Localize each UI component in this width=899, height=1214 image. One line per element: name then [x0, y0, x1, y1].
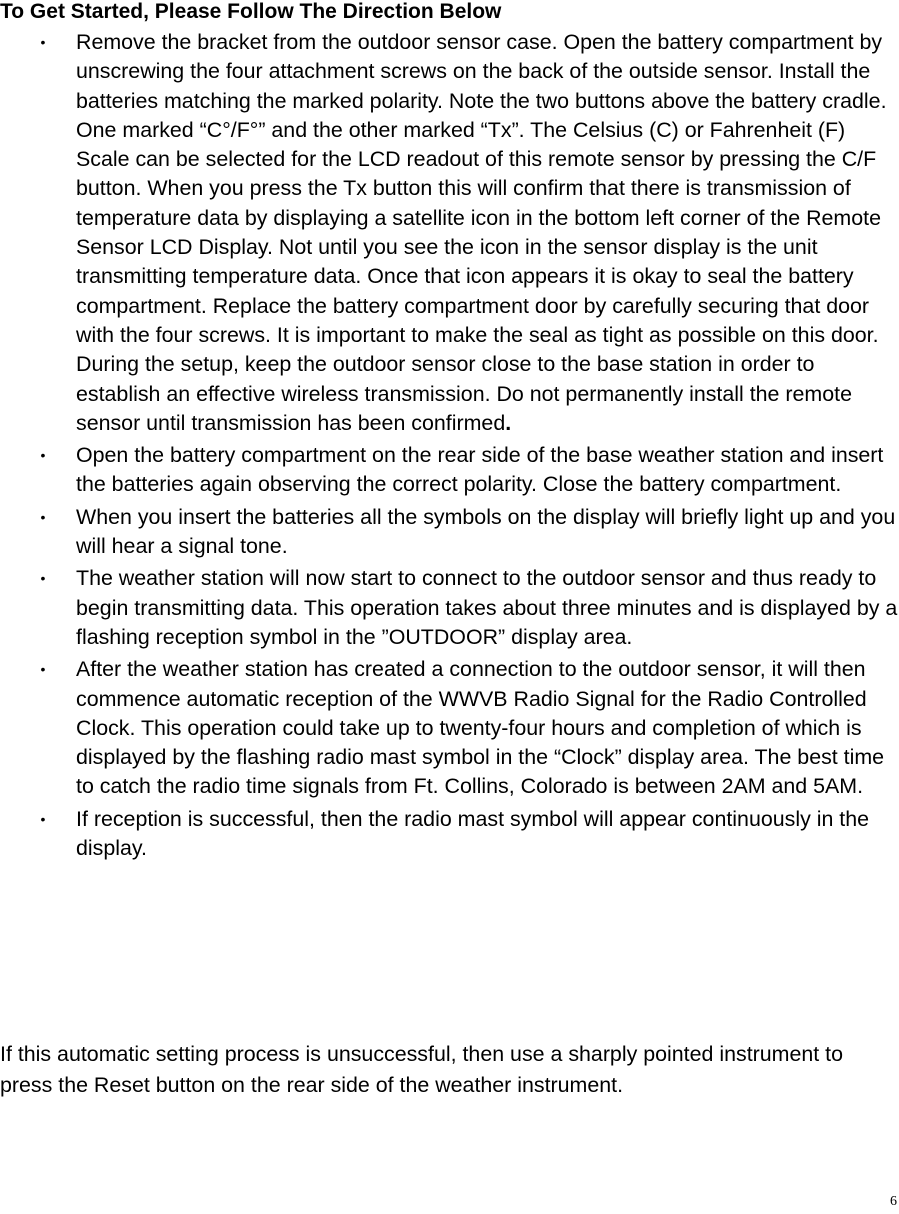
setup-steps-list	[0, 28, 899, 866]
setup-step-symbols-light-up	[0, 503, 899, 562]
bullet-icon: •	[40, 34, 46, 50]
setup-step-connect-outdoor-sensor	[0, 564, 899, 652]
step-text: Open the battery compartment on the rear side of the base weather station and insert the batteries again observing the correct polarity. Close the battery compartment.	[76, 443, 884, 497]
reset-instruction-paragraph: If this automatic setting process is unsuccessful, then use a sharply pointed instrument to press the Reset button on the rear side of the weather instrument.	[0, 1042, 843, 1097]
step-text: Remove the bracket from the outdoor sensor case. Open the battery compartment by unscrewing the four attachment screws on the back of the outside sensor. Install the batteries matching the marked polarity. Note the two buttons above the battery cradle. One marked “C°/F°” and the other marked “Tx”. The Celsius (C) or Fahrenheit (F) Scale can be selected for the LCD readout of this remote sensor by pressing the C/F button. When you press the Tx button this will confirm that there is transmission of temperature data by displaying a satellite icon in the bottom left corner of the Remote Sensor LCD Display. Not until you see the icon in the sensor display is the unit transmitting temperature data. Once that icon appears it is okay to seal the battery compartment. Replace the battery compartment door by carefully securing that door with the four screws. It is important to make the seal as tight as possible on this door. During the setup, keep the outdoor sensor close to the base station in order to establish an effective wireless transmission. Do not permanently install the remote sensor until transmission has been confirmed	[76, 30, 887, 435]
page-heading: To Get Started, Please Follow The Direction Below	[0, 0, 502, 23]
bullet-icon: •	[40, 447, 46, 464]
bullet-icon: •	[40, 570, 46, 587]
bullet-icon: •	[40, 661, 46, 678]
step-text: If reception is successful, then the radio mast symbol will appear continuously in the display.	[76, 806, 870, 861]
step-text: The weather station will now start to connect to the outdoor sensor and thus ready to begin transmitting data. This operation takes about three minutes and is displayed by a flashing reception symbol in the ”OUTDOOR” display area.	[76, 566, 898, 649]
step-text: When you insert the batteries all the symbols on the display will briefly light up and you will hear a signal tone.	[76, 504, 896, 559]
bullet-icon: •	[40, 508, 46, 525]
page-number: 6	[890, 1194, 897, 1209]
setup-step-reception-successful	[0, 805, 899, 864]
bullet-icon: •	[40, 810, 46, 827]
setup-step-install-base-batteries	[0, 441, 899, 500]
setup-step-radio-signal-reception	[0, 655, 899, 801]
setup-step-install-sensor-batteries	[0, 28, 899, 438]
step-text: After the weather station has created a connection to the outdoor sensor, it will then commence automatic reception of the WWVB Radio Signal for the Radio Controlled Clock. This operation could take up to twenty-four hours and completion of which is displayed by the flashing radio mast symbol in the “Clock” display area. The best time to catch the radio time signals from Ft. Collins, Colorado is between 2AM and 5AM.	[76, 657, 885, 799]
step-bold-period: .	[505, 410, 512, 435]
